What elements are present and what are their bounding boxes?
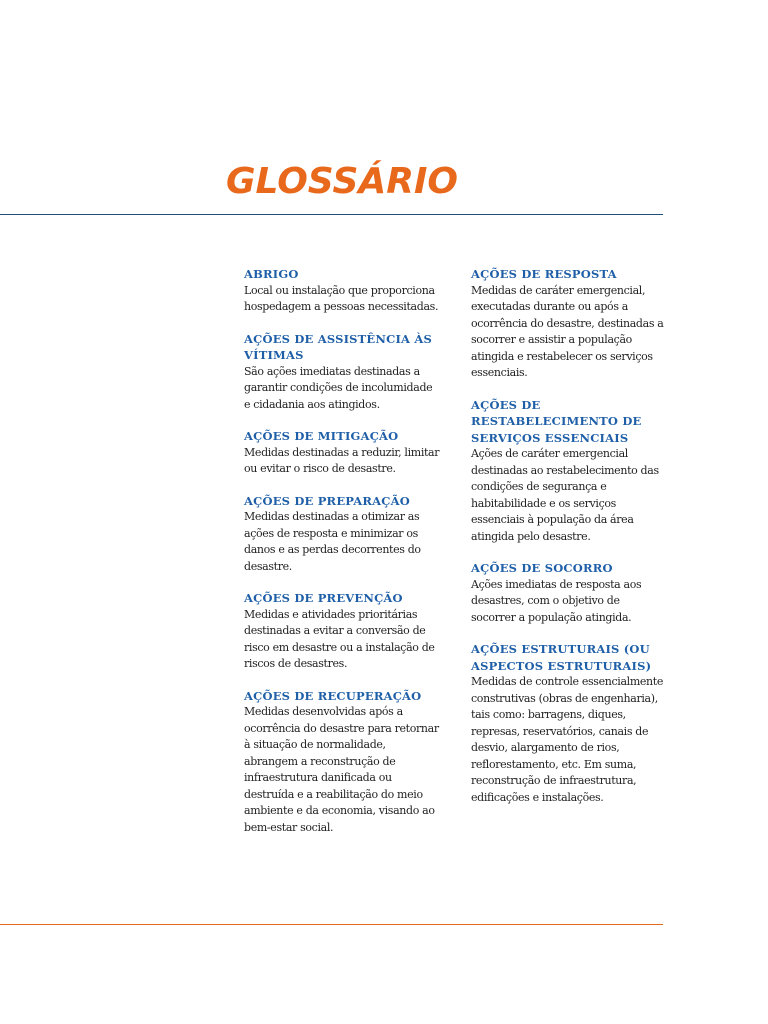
glossary-definition: Medidas destinadas a reduzir, limitar ou evitar o risco de desastre. (244, 445, 440, 475)
glossary-term: ABRIGO (244, 267, 299, 281)
glossary-entry (244, 266, 440, 316)
title-divider (0, 214, 663, 215)
glossary-term: AÇÕES DE SOCORRO (471, 561, 613, 575)
glossary-term: AÇÕES DE PREPARAÇÃO (244, 493, 410, 508)
glossary-definition: Medidas destinadas a otimizar as ações de resposta e minimizar os danos e as perdas decorrentes do desastre. (244, 510, 421, 573)
glossary-entry (244, 428, 440, 478)
glossary-term: AÇÕES DE ASSISTÊNCIA ÀS VÍTIMAS (244, 331, 432, 362)
footer-divider (0, 924, 663, 925)
glossary-column-right (471, 266, 667, 821)
glossary-definition: Medidas de caráter emergencial, executadas durante ou após a ocorrência do desastre, destinadas a socorrer e assistir a população atingida e restabelecer os serviços essenciais. (471, 283, 664, 379)
glossary-term: AÇÕES DE MITIGAÇÃO (244, 429, 399, 443)
glossary-entry (471, 397, 667, 546)
glossary-term: AÇÕES DE RESPOSTA (471, 267, 617, 281)
glossary-definition: Ações imediatas de resposta aos desastres, com o objetivo de socorrer a população atingida. (471, 577, 642, 624)
page-title: GLOSSÁRIO (226, 161, 458, 202)
glossary-entry (244, 331, 440, 414)
glossary-entry (244, 688, 440, 837)
glossary-definition: Ações de caráter emergencial destinadas ao restabelecimento das condições de segurança e habitabilidade e os serviços essenciais à população da área atingida pelo desastre. (471, 447, 659, 543)
glossary-term: AÇÕES DE RECUPERAÇÃO (244, 688, 422, 703)
glossary-entry (244, 590, 440, 673)
glossary-term: AÇÕES DE PREVENÇÃO (244, 591, 403, 605)
glossary-entry (471, 641, 667, 806)
glossary-entry (471, 560, 667, 626)
glossary-definition: São ações imediatas destinadas a garantir condições de incolumidade e cidadania aos atingidos. (244, 364, 433, 411)
glossary-entry (471, 266, 667, 382)
glossary-term: AÇÕES DE RESTABELECIMENTO DE SERVIÇOS ESSENCIAIS (471, 397, 642, 445)
glossary-column-left (244, 266, 440, 851)
glossary-entry (244, 493, 440, 576)
glossary-definition: Medidas desenvolvidas após a ocorrência do desastre para retornar à situação de normalidade, abrangem a reconstrução de infraestrutura danificada ou destruída e a reabilitação do meio ambiente e da economia, visando ao bem-estar social. (244, 705, 439, 834)
glossary-definition: Local ou instalação que proporciona hospedagem a pessoas necessitadas. (244, 283, 439, 313)
glossary-definition: Medidas de controle essencialmente construtivas (obras de engenharia), tais como: barragens, diques, represas, reservatórios, canais de desvio, alargamento de rios, reflorestamento, etc. Em suma, reconstrução de infraestrutura, edificações e instalações. (471, 675, 664, 804)
glossary-definition: Medidas e atividades prioritárias destinadas a evitar a conversão de risco em desastre ou a instalação de riscos de desastres. (244, 607, 435, 670)
glossary-term: AÇÕES ESTRUTURAIS (OU ASPECTOS ESTRUTURAIS) (471, 642, 652, 673)
